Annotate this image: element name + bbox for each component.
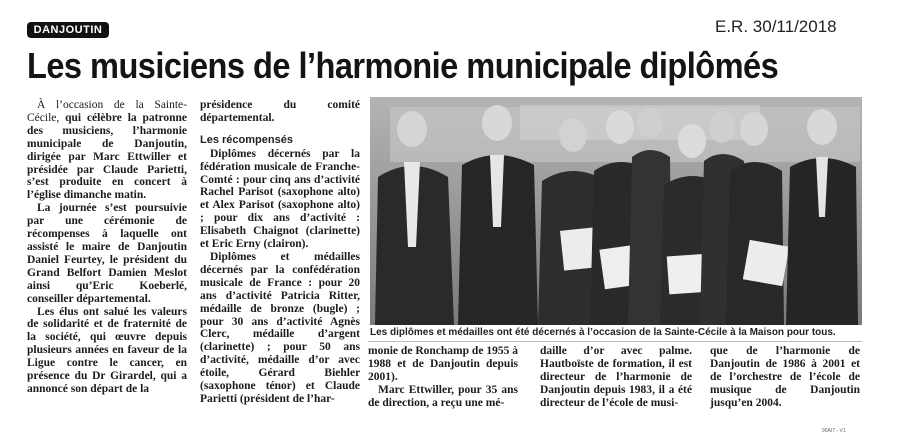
article-column-3 <box>368 345 518 410</box>
article-column-5 <box>710 345 860 410</box>
page-reference: 90AI7 - V1 <box>822 428 846 434</box>
article-column-1 <box>27 99 187 396</box>
paragraph: que de l’harmonie de Danjoutin de 1986 à 2001 et de l’orchestre de l’école de musique de Danjoutin jusqu’en 2004. <box>710 345 860 409</box>
paragraph: présidence du comité départemental. <box>200 99 360 124</box>
group-photo <box>370 97 862 325</box>
paragraph: La journée s’est poursuivie par une cérémonie de récompenses à laquelle ont assisté le maire de Danjoutin Daniel Feurtey, le président du Grand Belfort Damien Meslot ainsi qu’Eric Koeberlé, conseiller départemental. <box>27 202 187 305</box>
photo-caption: Les diplômes et médailles ont été décernés à l’occasion de la Sainte-Cécile à la Maison pour tous. <box>370 327 836 338</box>
paragraph: Diplômes et médailles décernés par la confédération musicale de France : pour 20 ans d’activité Patricia Ritter, médaille de bronze (bugle) ; pour 30 ans d’activité Agnès Clerc, médaille d’argent (clarinette) ; pour 50 ans d’activité, médaille d’or avec étoile, Gérard Biehler (saxophone ténor) et Claude Parietti (président de l’har- <box>200 250 360 405</box>
paragraph: À l’occasion de la Sainte-Cécile, qui célèbre la patronne des musiciens, l’harmonie municipale de Danjoutin, dirigée par Marc Ettwiller et présidée par Claude Parietti, s’est produite en concert à l’église dimanche matin. <box>27 99 188 202</box>
subheading: Les récompensés <box>200 133 293 146</box>
paragraph: Diplômes décernés par la fédération musicale de Franche-Comté : pour cinq ans d’activité Rachel Parisot (saxophone alto) et Alex Parisot (saxophone alto) ; pour dix ans d’activité : Elisabeth Chaignot (clarinette) et Eric Erny (clairon). <box>200 147 360 251</box>
article-column-4 <box>540 345 692 410</box>
article-column-2 <box>200 99 360 406</box>
source-date: E.R. 30/11/2018 <box>715 17 837 36</box>
headline: Les musiciens de l’harmonie municipale diplômés <box>27 45 779 86</box>
paragraph: daille d’or avec palme. Hautboïste de formation, il est directeur de l’harmonie de Danjoutin depuis 1983, il a été directeur de l’école de musi- <box>540 345 692 409</box>
paragraph: Les élus ont salué les valeurs de solidarité et de fraternité de la société, qui œuvre depuis plusieurs années en faveur de la Ligue contre le cancer, en présence du Dr Girardel, qui a annoncé son départ de la <box>27 305 187 395</box>
paragraph: Marc Ettwiller, pour 35 ans de direction, a reçu une mé- <box>368 383 518 409</box>
paragraph: monie de Ronchamp de 1955 à 1988 et de Danjoutin depuis 2001). <box>368 345 518 383</box>
section-tag: DANJOUTIN <box>27 22 109 38</box>
group-photo-illustration <box>370 97 862 325</box>
divider <box>368 341 862 342</box>
